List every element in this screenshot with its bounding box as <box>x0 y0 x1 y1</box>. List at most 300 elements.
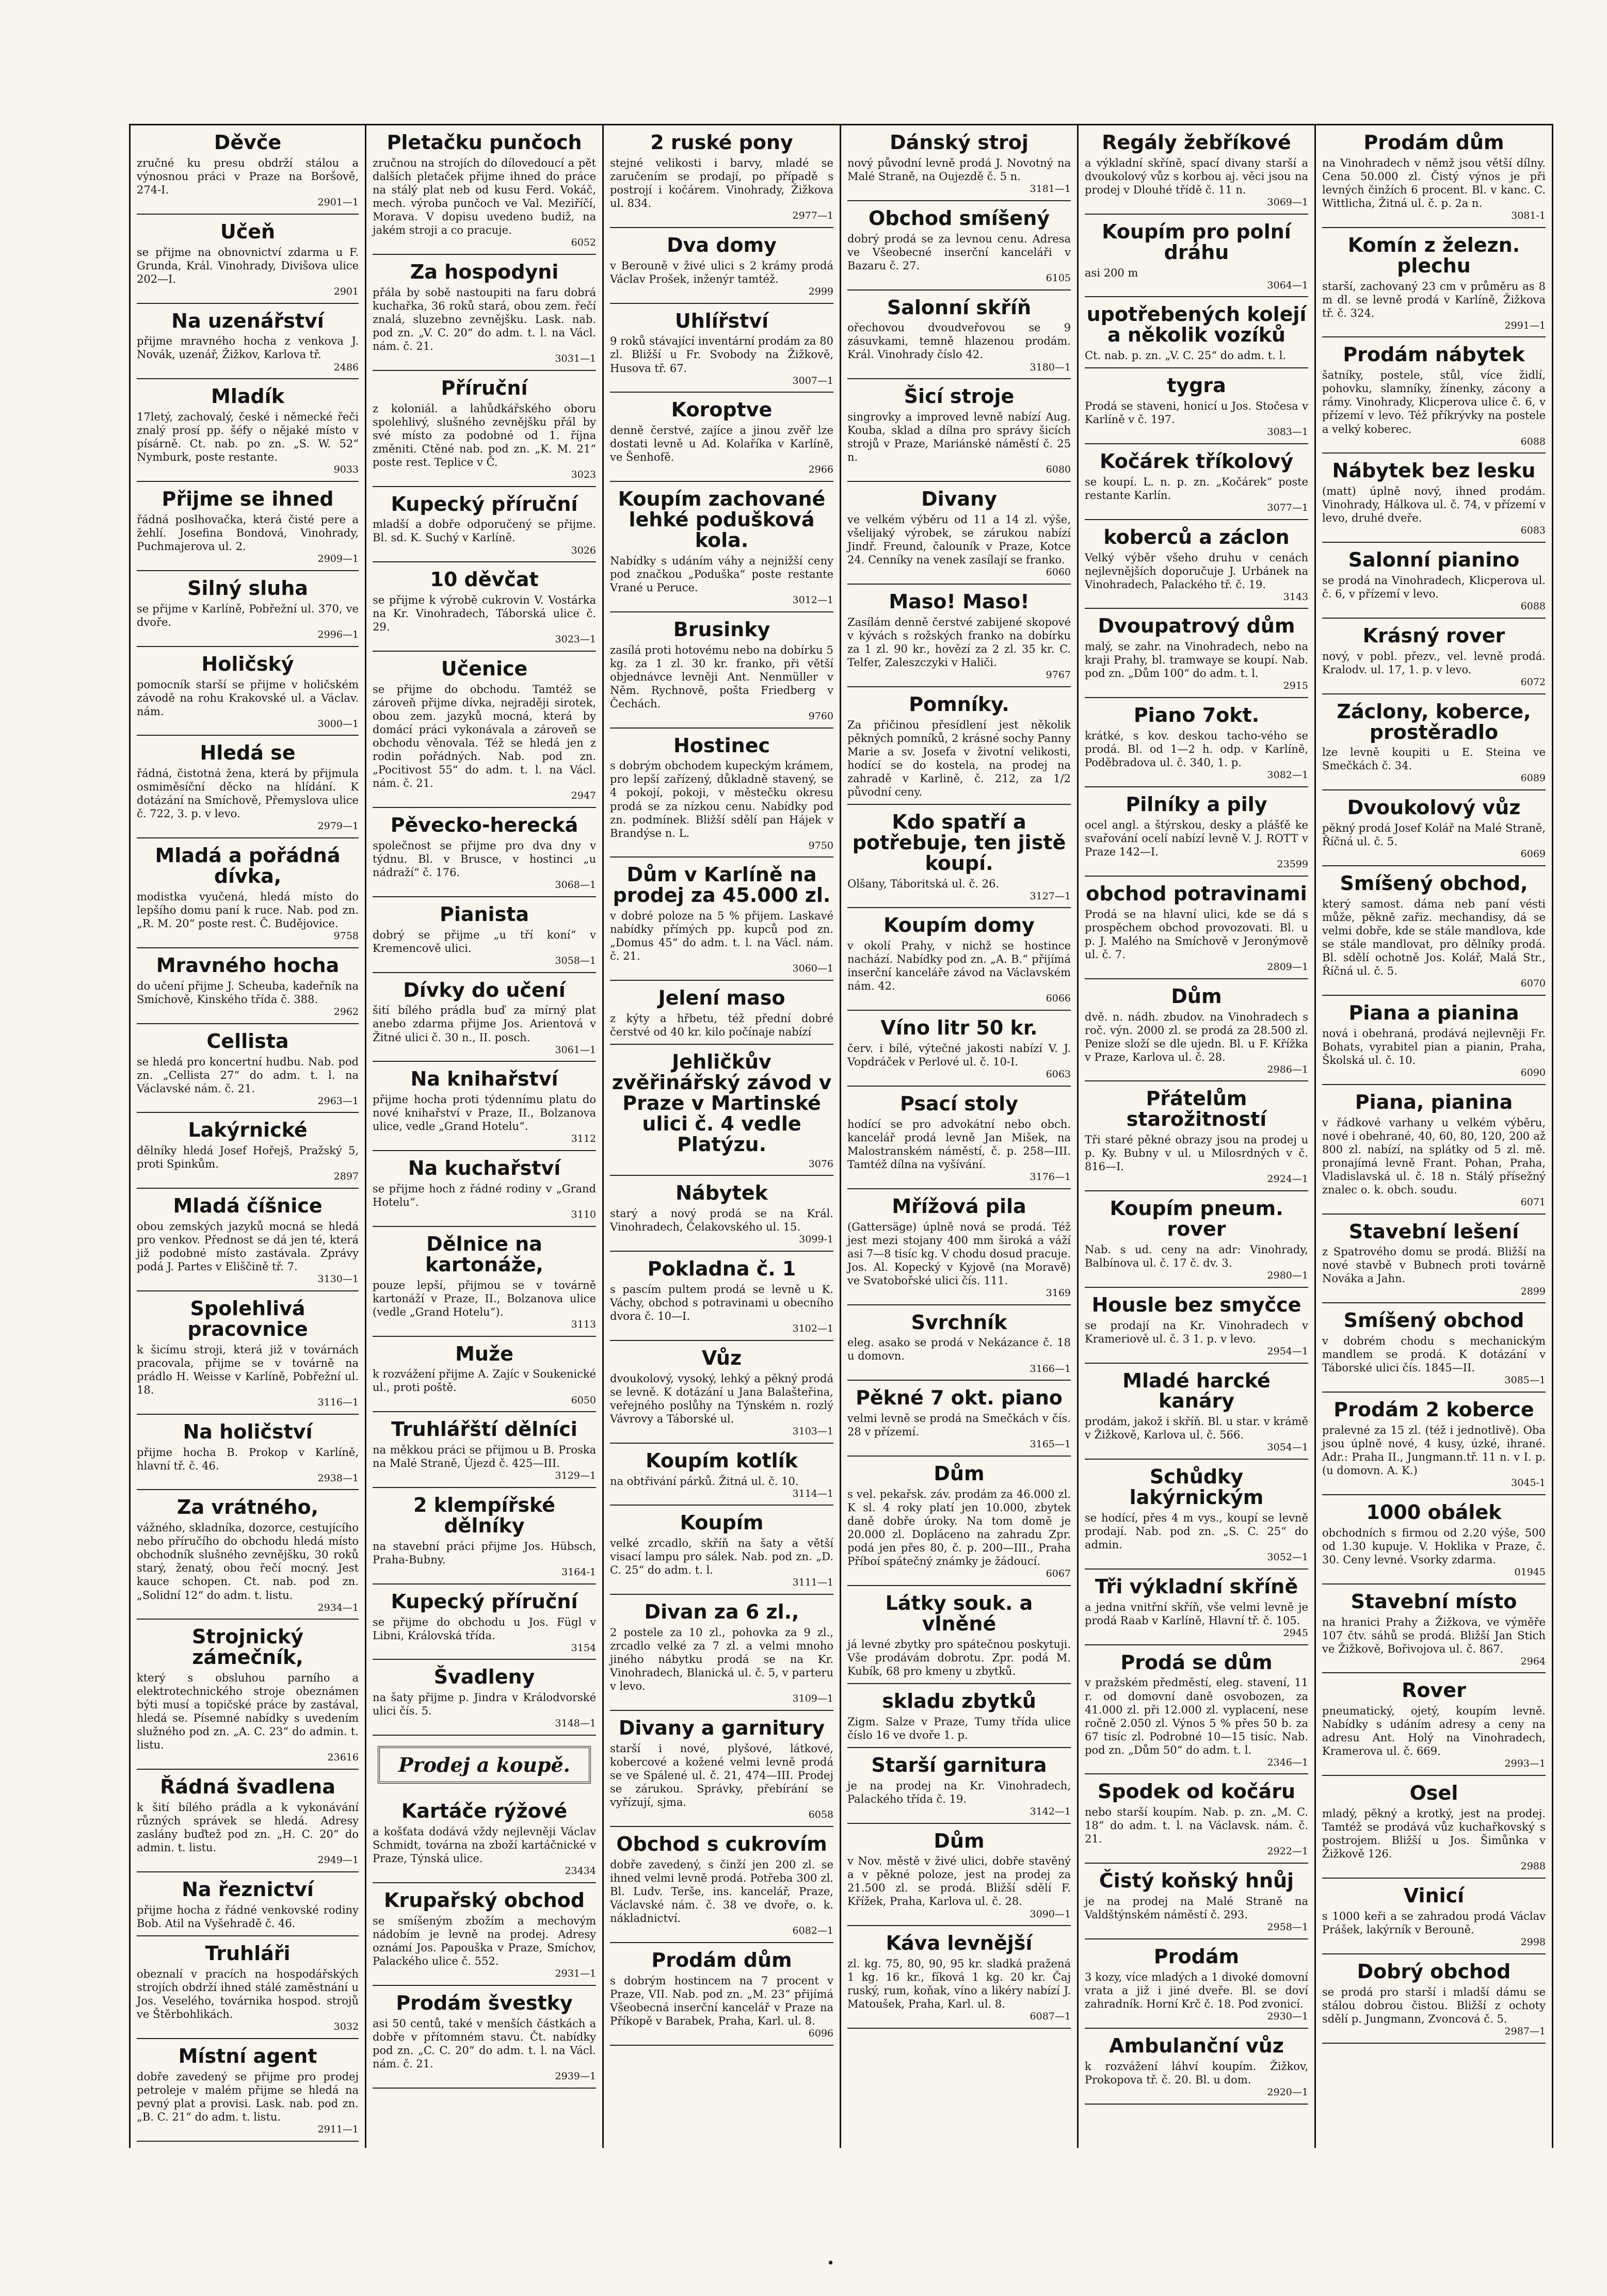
ad-title: Koroptve <box>671 398 773 422</box>
ad-text: eleg. asako se prodá v Nekázance č. 18 u domovn. <box>847 1336 1071 1363</box>
classified-ad <box>373 1794 596 1883</box>
ad-code: 2809—1 <box>1267 961 1308 973</box>
ad-text: modistka vyučená, hledá místo do lepšího domu paní k ruce. Nab. pod zn. „R. M. 20“ poste rest. Č. Budějovice. <box>137 891 359 930</box>
ad-text: se přijme k výrobě cukrovin V. Vostárka na Kr. Vinohradech, Táborská ulice č. 29. <box>373 594 596 634</box>
ad-title: Svrchník <box>911 1311 1007 1334</box>
ad-code: 3099-1 <box>799 1234 833 1246</box>
ad-title: Mřížová pila <box>892 1194 1026 1218</box>
ad-code: 3112 <box>571 1133 596 1145</box>
ad-title: Regály žebříkové <box>1102 131 1291 154</box>
ad-text: je na prodej na Kr. Vinohradech, Palackého třída č. 19. <box>847 1779 1071 1805</box>
classified-ad <box>137 647 359 736</box>
classified-ad <box>847 1011 1071 1087</box>
ad-title: Schůdky lakýrnickým <box>1129 1465 1264 1509</box>
ad-code: 2911—1 <box>317 2123 359 2135</box>
classified-ad <box>1322 1954 1546 2044</box>
ad-code: 6088 <box>1520 601 1546 612</box>
ad-title: Přátelům starožitností <box>1126 1087 1267 1131</box>
ad-code: 3127—1 <box>1030 890 1071 902</box>
ad-code: 3181—1 <box>1030 183 1071 195</box>
classified-ad <box>610 228 833 304</box>
classified-ad <box>373 808 596 897</box>
ad-title: Brusinky <box>673 618 770 641</box>
ad-text: s dobrým hostincem na 7 procent v Praze, VII. Nab. pod zn. „M. 23“ přijímá Všeobecná inserční kancelář v Praze na Příkopě v Barabek, Praha, Karl. ul. 8. <box>610 1974 833 2027</box>
classified-ad <box>137 482 359 571</box>
ad-text: dvoukolový, vysoký, lehký a pěkný prodá se levně. K dotázání u Jana Balašteřina, veřejného poslůhy na Týnském n. rozlý Vávrovy a Táborské ul. <box>610 1372 833 1425</box>
ad-code: 3165—1 <box>1030 1438 1071 1450</box>
ad-text: k rozvážení přijme A. Zajíc v Soukenické ul., proti poště. <box>373 1368 596 1394</box>
ad-title: Prodám švestky <box>396 1991 573 2014</box>
classified-ad <box>137 2039 359 2142</box>
classified-ad <box>1085 215 1308 298</box>
ad-text: šatníky, postele, stůl, více židlí, pohovku, slamníky, žínenky, zácony a rámy. Vinohrady, Klicperova ulice č. 6, v přízemí v levo. Též příkrývky na postele a velký koberec. <box>1322 369 1546 435</box>
ad-code: 3110 <box>571 1209 596 1221</box>
ad-title: Cellista <box>206 1029 289 1053</box>
classified-ad <box>847 482 1071 585</box>
ad-title: Za hospodyni <box>410 260 559 283</box>
classified-ad <box>137 125 359 215</box>
ad-code: 23616 <box>327 1752 359 1764</box>
ad-title: Pokladna č. 1 <box>647 1257 796 1281</box>
classified-ad <box>1322 1495 1546 1584</box>
classified-ad <box>137 379 359 482</box>
ad-title: Koupím <box>680 1511 764 1534</box>
ad-code: 2962 <box>333 1006 359 1017</box>
ad-code: 2954—1 <box>1267 1345 1308 1357</box>
ad-text: se hledá pro koncertní hudbu. Nab. pod zn. „Cellista 27“ do adm. t. l. na Václavské nám. č. 21. <box>137 1055 359 1095</box>
ad-title: Kdo spatří a potřebuje, ten jistě koupí. <box>852 810 1066 875</box>
ad-text: se prodá pro starší i mladší dámu se stálou dobrou čistou. Bližší z ochoty sdělí p. Jungmann, Zvoncová č. 5. <box>1322 1985 1546 2025</box>
ad-code: 3023 <box>571 468 596 480</box>
ad-code: 01945 <box>1514 1566 1546 1578</box>
ad-text: asi 200 m <box>1085 266 1138 279</box>
classified-ad <box>847 379 1071 482</box>
ad-code: 6071 <box>1520 1196 1546 1208</box>
ad-title: Koupím domy <box>883 914 1035 937</box>
ad-code: 2901 <box>333 285 359 297</box>
classified-ad <box>847 1087 1071 1189</box>
ad-text: starý a nový prodá se na Král. Vinohradech, Čelakovského ul. 15. <box>610 1207 833 1234</box>
ad-title: Komín z železn. plechu <box>1347 233 1520 277</box>
ad-code: 3129—1 <box>555 1470 596 1482</box>
ad-text: mladý, pěkný a krotký, jest na prodej. Tamtéž se prodává vůz kuchařkovský s postrojem. Bližší u Jos. Šimůnka v Žižkově 126. <box>1322 1807 1546 1861</box>
ad-title: Rover <box>1402 1679 1466 1702</box>
classified-ad <box>1085 520 1308 609</box>
classified-ad <box>1322 125 1546 228</box>
ad-code: 2988 <box>1520 1861 1546 1872</box>
ad-title: 2 klempířské dělníky <box>413 1494 555 1537</box>
classified-ad <box>610 1595 833 1711</box>
classified-ad <box>373 371 596 487</box>
classified-ad <box>1085 1288 1308 1364</box>
ad-text: Zigm. Salze v Praze, Tumy třída ulice číslo 16 ve dvoře 1. p. <box>847 1715 1071 1741</box>
classified-ad <box>373 1151 596 1227</box>
ad-text: je na prodej na Malé Straně na Valdštýnském náměstí č. 293. <box>1085 1895 1308 1921</box>
ad-title: Řádná švadlena <box>160 1775 335 1799</box>
ad-text: přijme hocha B. Prokop v Karlíně, hlavní tř. č. 46. <box>137 1446 359 1472</box>
ad-title: Prodám <box>1153 1945 1240 1968</box>
classified-ad <box>137 1936 359 2039</box>
ad-text: vážného, skladníka, dozorce, cestujícího nebo příručího do obchodu hledá místo obchodník slušného zevnějšku, 30 roků starý, ženatý, obou řečí mocný. Jest kauce schopen. Ct. nab. pod zn. „Solidní 12“ do adm. t. listu. <box>137 1522 359 1602</box>
ad-code: 2949—1 <box>317 1854 359 1866</box>
classified-ad <box>1322 1215 1546 1304</box>
classified-ad <box>137 1189 359 1291</box>
ad-code: 3103—1 <box>792 1425 833 1437</box>
ad-code: 2996—1 <box>317 628 359 640</box>
ad-title: Kočárek tříkolový <box>1099 449 1294 473</box>
ad-title: Starší garnitura <box>871 1753 1047 1776</box>
ad-code: 2963—1 <box>317 1095 359 1107</box>
ad-text: mladší a dobře odporučený se přijme. Bl. sd. K. Suchý v Karlíně. <box>373 518 596 544</box>
ad-text: pomocník starší se přijme v holičském závodě na rohu Krakovské ul. a Václav. nám. <box>137 678 359 718</box>
ad-title: obchod potravinami <box>1086 882 1307 905</box>
ad-text: nový, v pobl. přezv., vel. levně prodá. Kralodv. ul. 17, 1. p. v levo. <box>1322 650 1546 676</box>
ad-text: dvě. n. nádh. zbudov. na Vinohradech s roč. výn. 2000 zl. se prodá za 28.500 zl. Penize složí se dle ujedn. Bl. u F. Křížka v Praze, Karlova ul. č. 28. <box>1085 1010 1308 1063</box>
ad-title: Stavební lešení <box>1348 1220 1519 1243</box>
ad-code: 9033 <box>333 464 359 476</box>
ad-code: 3060—1 <box>792 963 833 975</box>
classified-ad <box>373 1986 596 2089</box>
classified-ad <box>847 908 1071 1011</box>
ad-title: Obchod smíšený <box>868 206 1050 230</box>
ads-column-6 <box>1316 125 1553 2148</box>
ad-title: Psací stoly <box>900 1092 1018 1115</box>
ad-code: 2920—1 <box>1267 2086 1308 2098</box>
ad-text: z koloniál. a lahůdkářského oboru spolehlivý, slušného zevnějšku přál by své místo za podobné od 1. října změniti. Ctěné nab. pod zn. „K. M. 21“ poste rest. Teplice v Č. <box>373 402 596 468</box>
ad-text: do učení přijme J. Scheuba, kadeřník na Smíchově, Kinského třída č. 388. <box>137 979 359 1006</box>
ad-code: 6069 <box>1520 848 1546 860</box>
ad-code: 3077—1 <box>1267 502 1308 513</box>
ad-text: v Berouně v živé ulici s 2 krámy prodá Václav Prošek, inženýr tamtéž. <box>610 259 833 285</box>
ad-title: Nábytek <box>676 1182 768 1205</box>
ad-text: denně čerstvé, zajíce a jinou zvěř lze dostati levně u Ad. Kolaříka v Karlíně, ve Šenhofě. <box>610 424 833 464</box>
ad-code: 23599 <box>1277 859 1308 870</box>
ad-title: Učeň <box>220 220 276 243</box>
ad-text: zručné ku presu obdrží stálou a výnosnou práci v Praze na Boršově, 274-I. <box>137 156 359 196</box>
ad-title: Na kuchařství <box>408 1157 561 1180</box>
ad-code: 6050 <box>571 1394 596 1406</box>
classified-ad <box>373 1488 596 1584</box>
ad-text: se prodají na Kr. Vinohradech v Krameriově ul. č. 3 1. p. v levo. <box>1085 1319 1308 1345</box>
classified-ad <box>373 973 596 1062</box>
ad-code: 9767 <box>1046 669 1071 681</box>
classified-ad <box>137 304 359 380</box>
classified-ad <box>1085 125 1308 215</box>
classified-ad <box>610 304 833 393</box>
ad-text: v dobré poloze na 5 % přijem. Laskavé nabídky přímých pp. kupců pod zn. „Domus 45“ do adm. t. l. na Václ. nám. č. 21. <box>610 910 833 963</box>
ad-code: 6052 <box>571 237 596 249</box>
ad-code: 6089 <box>1520 772 1546 784</box>
ad-title: Pěvecko-herecká <box>390 814 578 837</box>
ad-text: malý, se zahr. na Vinohradech, nebo na kraji Prahy, bl. tramwaye se koupí. Nab. pod zn. „Dům 100“ do adm. t. l. <box>1085 640 1308 680</box>
ad-text: zasílá proti hotovému nebo na dobírku 5 kg. za 1 zl. 30 kr. franko, při větší objednávce levněji Ant. Nenmüller v Něm. Rychnově, pošta Friedberg v Čechách. <box>610 643 833 710</box>
ad-text: v okolí Prahy, v nichž se hostince nachází. Nabídky pod zn. „A. B.“ přijímá inserční kanceláře závod na Václavském nám. 42. <box>847 940 1071 993</box>
classified-ad <box>1085 787 1308 877</box>
ad-code: 3180—1 <box>1030 361 1071 373</box>
ad-code: 9750 <box>808 839 833 851</box>
ad-code: 3054—1 <box>1267 1442 1308 1453</box>
ad-code: 2964 <box>1520 1655 1546 1667</box>
ad-code: 3064—1 <box>1267 279 1308 291</box>
ad-text: singrovky a improved levně nabízí Aug. Kouba, sklad a dílna pro správy šicích strojů v Praze, Mariánské náměstí č. 25 n. <box>847 411 1071 464</box>
ad-title: Přijme se ihned <box>162 488 334 511</box>
ad-title: Maso! Maso! <box>889 590 1030 613</box>
ad-text: červ. i bílé, výtečné jakosti nabízí V. J. Vopdráček v Perlové ul. č. 10-I. <box>847 1042 1071 1069</box>
classified-ad <box>1322 1584 1546 1674</box>
ad-title: 10 děvčat <box>430 568 539 591</box>
classified-ad <box>1085 877 1308 979</box>
ad-text: v pražském předměstí, eleg. stavení, 11 r. od domovní daně osvobozen, za 41.000 zl. při 12.000 zl. vyplacení, nese ročně 2.050 zl. Výnos 5 % přes 50 b. za 67 tisíc zl. Podrobné 10—15 tisíc. Nab. pod zn. „Dům 50“ do adm. t. l. <box>1085 1676 1308 1756</box>
ad-title: Piana a pianina <box>1348 1001 1519 1024</box>
ad-text: ve velkém výběru od 11 a 14 zl. výše, všelijaký výrobek, se zárukou nabízí Jindř. Freund, čalouník v Praze, Kotce 24. Cenníky na venek zasílají se franko. <box>847 513 1071 567</box>
ad-code: 3068—1 <box>555 879 596 891</box>
ad-title: skladu zbytků <box>882 1689 1036 1712</box>
classified-ad <box>847 125 1071 201</box>
ad-code: 3111—1 <box>792 1577 833 1589</box>
ads-column-3 <box>604 125 841 2148</box>
ad-title: Dělnice na kartonáže, <box>425 1232 543 1276</box>
classified-ad <box>610 858 833 981</box>
ad-text: se koupí. L. n. p. zn. „Kočárek“ poste restante Karlín. <box>1085 475 1308 502</box>
ad-code: 2998 <box>1520 1936 1546 1948</box>
ad-title: Dvoukolový vůz <box>1347 796 1521 819</box>
ad-text: prodám, jakož i skříň. Bl. u star. v krámě v Žižkově, Karlova ul. č. 566. <box>1085 1415 1308 1442</box>
classified-ad <box>1322 694 1546 791</box>
ad-code: 6080 <box>1046 464 1071 476</box>
ad-text: se přijme v Karlíně, Pobřežní ul. 370, ve dvoře. <box>137 602 359 628</box>
ad-title: Vůz <box>701 1346 742 1369</box>
ad-code: 2346—1 <box>1267 1756 1308 1768</box>
classified-ad <box>373 652 596 808</box>
classified-ad <box>1322 790 1546 866</box>
classified-ad <box>1085 368 1308 444</box>
ad-code: 2915 <box>1283 680 1308 692</box>
ad-code: 3023—1 <box>555 634 596 645</box>
ad-text: nebo starší koupím. Nab. p. zn. „M. C. 18“ do adm. t. l. na Václavsk. nám. č. 21. <box>1085 1806 1308 1846</box>
ad-code: 3164-1 <box>561 1566 596 1578</box>
ads-column-4 <box>841 125 1079 2148</box>
ad-text: a jedna vnitřní skříň, vše velmi levně je prodá Raab v Karlíně, Hlavní tř. č. 105. <box>1085 1600 1308 1627</box>
ad-text: zručnou na strojích do dílovedoucí a pět dalších pletaček přijme ihned do práce na stálý plat neb od kusu Ferd. Vokáč, mech. výroba punčoch ve Val. Meziříčí, Morava. V dopisu uvedeno budiž, na jakém stroji a co pracuje. <box>373 156 596 237</box>
ad-text: na měkkou práci se přijmou u B. Proska na Malé Straně, Újezd č. 425—III. <box>373 1444 596 1470</box>
ad-title: Na uzenářství <box>171 309 324 332</box>
ad-code: 3045-1 <box>1511 1477 1546 1489</box>
ad-code: 3058—1 <box>555 955 596 966</box>
ad-code: 3076 <box>808 1158 833 1170</box>
ad-title: Dobrý obchod <box>1357 1960 1511 1983</box>
ad-title: Salonní skříň <box>887 296 1032 319</box>
ad-title: Spolehlivá pracovnice <box>187 1297 308 1340</box>
classified-ad <box>137 948 359 1024</box>
ad-text: ořechovou dvoudveřovou se 9 zásuvkami, temně hlazenou prodám. Král. Vinohrady číslo 42. <box>847 321 1071 361</box>
ad-code: 6063 <box>1046 1069 1071 1080</box>
ad-title: Smíšený obchod, <box>1340 872 1528 895</box>
ad-title: Tři výkladní skříně <box>1095 1575 1298 1598</box>
ad-code: 2987—1 <box>1504 2025 1546 2037</box>
classified-ad <box>1322 454 1546 543</box>
ad-text: pralevné za 15 zl. (též i jednotlivě). Oba jsou úplně nové, 4 kusy, úzké, ihrané. Adr.: Praha II., Jungmann.tř. 11 n. v I. p. (u domovn. A. K.) <box>1322 1424 1546 1477</box>
ad-code: 3176—1 <box>1030 1171 1071 1183</box>
classified-ad <box>610 1943 833 2046</box>
ad-text: přála by sobě nastoupiti na faru dobrá kuchařka, 36 roků stará, obou zem. řečí znalá, sluzebno zevnějšku. Lask. nab. pod zn. „V. C. 20“ do adm. t. l. na Václ. nám. č. 21. <box>373 286 596 352</box>
classified-ad <box>1322 1879 1546 1954</box>
ad-title: Jehličkův zvěřinářský závod v Praze v Martinské ulici č. 4 vedle Platýzu. <box>612 1050 832 1156</box>
classified-ad <box>373 1660 596 1736</box>
ad-title: Koupím zachované lehké podušková kola. <box>618 488 826 552</box>
classified-ad <box>137 838 359 948</box>
ad-title: 2 ruské pony <box>650 131 793 154</box>
classified-ad <box>610 1176 833 1252</box>
classified-ad <box>847 1926 1071 2029</box>
ad-text: obeznalí v pracích na hospodářských strojích obdrží ihned stálé zaměstnání u Jos. Veselého, továrnika hospod. strojů ve Štěrbohlikách. <box>137 1967 359 2020</box>
ad-code: 2899 <box>1520 1285 1546 1297</box>
ad-code: 6072 <box>1520 676 1546 688</box>
classified-ad <box>373 1062 596 1151</box>
ad-text: 2 postele za 10 zl., pohovka za 9 zl., zrcadlo velké za 7 zl. a velmi mnoho jiného nábytku prodá se na Kr. Vinohradech, Blanická ul. č. 5, v parteru v levo. <box>610 1626 833 1693</box>
ad-title: upotřebených kolejí a několik vozíků <box>1086 303 1307 347</box>
ad-text: asi 50 centů, také v menších částkách a dobře v přítomném stavu. Čt. nabídky pod zn. „C. C. 20“ do adm. t. l. na Václ. nám. č. 21. <box>373 2017 596 2070</box>
ad-text: (Gattersäge) úplně nová se prodá. Též jest mezi stojany 400 mm široká a váží asi 7—8 tisíc kg. V chodu dosud pracuje. Jos. Al. Kopecký v Kyjově (na Moravě) ve Svatobořské ulici čís. 111. <box>847 1220 1071 1287</box>
ad-title: Mladá číšnice <box>173 1194 323 1218</box>
ad-title: Dva domy <box>667 233 777 256</box>
ad-title: Krupařský obchod <box>384 1888 585 1912</box>
ad-text: se prodá na Vinohradech, Klicperova ul. č. 6, v přízemí v levo. <box>1322 574 1546 601</box>
ad-code: 3130—1 <box>317 1273 359 1285</box>
classified-ad <box>373 1883 596 1986</box>
ad-title: Pěkné 7 okt. piano <box>856 1386 1063 1410</box>
ad-code: 3113 <box>571 1318 596 1330</box>
ad-title: Na řeznictví <box>182 1878 314 1901</box>
ads-column-5 <box>1079 125 1316 2148</box>
ad-code: 2930—1 <box>1267 2010 1308 2022</box>
ad-text: Nab. s ud. ceny na adr: Vinohrady, Balbínova ul. č. 17 č. dv. 3. <box>1085 1243 1308 1269</box>
ad-code: 3032 <box>333 2020 359 2032</box>
classified-ad <box>1322 1393 1546 1495</box>
ad-title: Pilníky a pily <box>1126 793 1267 816</box>
ad-text: s pascím pultem prodá se levně u K. Váchy, obchod s potravinami u obecního dvora č. 10—I. <box>610 1283 833 1323</box>
ad-text: k šicímu stroji, která již v továrnách pracovala, přijme se v továrně na prádlo H. Weisse v Karlíně, Pobřežní ul. 18. <box>137 1343 359 1396</box>
ad-title: Truhlářští dělníci <box>391 1418 577 1441</box>
classified-ad <box>1322 996 1546 1085</box>
ad-text: dobře zavedený, s činží jen 200 zl. se ihned velmi levně prodá. Potřeba 300 zl. Bl. Ludv. Terše, ins. kancelář, Praze, Václavské nám. č. 38 ve dvoře, o. k. nákladnictví. <box>610 1858 833 1925</box>
ad-text: na Vinohradech v němž jsou větší dílny. Cena 50.000 zl. Čistý výnos je při levných činžích 6 procent. Bl. v kanc. C. Wittlicha, Žitná ul. č. p. 2a n. <box>1322 156 1546 209</box>
classified-ad <box>137 571 359 647</box>
classified-ad <box>847 585 1071 687</box>
ad-title: Mladé harcké kanáry <box>1122 1369 1271 1413</box>
ad-code: 3081-1 <box>1511 210 1546 222</box>
ad-text: Nabídky s udáním váhy a nejnižší ceny pod značkou „Poduška“ poste restante Vrané u Peruce. <box>610 554 833 594</box>
ad-text: s dobrým obchodem kupeckým krámem, pro lepší zařízený, důkladně stavený, se 4 pokojí, pokoji, v městečku okresu prodá se za nízkou cenu. Nabídky pod zn. podmínek. Bližší sdělí pan Hájek v Brandýse n. L. <box>610 759 833 839</box>
classified-ad <box>1085 1864 1308 1939</box>
ad-code: 3114—1 <box>792 1487 833 1499</box>
ad-code: 2909—1 <box>317 553 359 565</box>
ad-code: 3090—1 <box>1030 1908 1071 1920</box>
classified-ad <box>1322 619 1546 694</box>
ad-title: Lakýrnické <box>188 1119 308 1142</box>
ad-text: krátké, s kov. deskou tacho-vého se prodá. Bl. od 1—2 h. odp. v Karlíně, Poděbradova ul. č. 340, 1. p. <box>1085 730 1308 769</box>
ad-title: Jelení maso <box>658 987 785 1010</box>
classified-ad <box>373 1337 596 1413</box>
ad-code: 3142—1 <box>1030 1805 1071 1817</box>
ad-text: nová i obehraná, prodává nejlevněji Fr. Bohats, vyrabitel pian a pianin, Praha, Školská ul. č. 10. <box>1322 1027 1546 1066</box>
ad-code: 2901—1 <box>317 196 359 208</box>
ad-title: Kupecký příruční <box>391 492 578 515</box>
classified-ad <box>610 612 833 729</box>
ad-text: Tři staré pěkné obrazy jsou na prodej u p. Ky. Bubny v ul. u Milosrdných v č. 816—I. <box>1085 1134 1308 1173</box>
ad-title: Osel <box>1409 1782 1458 1805</box>
ad-text: se přijme do obchodu u Jos. Fügl v Libni, Královská třída. <box>373 1615 596 1642</box>
ad-title: Silný sluha <box>187 576 308 600</box>
ad-text: Prodá se na hlavní ulici, kde se dá s prospěchem obchod provozovati. Bl. u p. J. Malého na Smíchově v Jeronýmově ul. č. 7. <box>1085 908 1308 961</box>
classified-ad <box>1085 1081 1308 1191</box>
ad-title: Místní agent <box>178 2044 317 2067</box>
ad-code: 2991—1 <box>1504 319 1546 331</box>
ad-title: Piana, pianina <box>1355 1090 1513 1113</box>
ad-text: stejné velikosti i barvy, mladé se zaručením se prodají, po případě s postrojí i kočárem. Vinohrady, Žižkova ul. 834. <box>610 156 833 209</box>
classified-ad <box>373 1412 596 1488</box>
ad-code: 3102—1 <box>792 1323 833 1335</box>
ad-text: pěkný prodá Josef Kolář na Malé Straně, Říčná ul. č. 5. <box>1322 822 1546 848</box>
classified-ad <box>610 1252 833 1341</box>
classified-ad <box>1085 1191 1308 1288</box>
ad-text: k rozvážení láhví koupím. Žižkov, Prokopova tř. č. 20. Bl. u dom. <box>1085 2060 1308 2086</box>
classified-ad <box>1322 1673 1546 1776</box>
ad-title: Koupím pneum. rover <box>1110 1197 1283 1241</box>
ad-title: Káva levnější <box>886 1932 1033 1955</box>
ad-text: s 1000 keři a se zahradou prodá Václav Prášek, lakýrník v Berouně. <box>1322 1910 1546 1936</box>
ad-title: Nábytek bez lesku <box>1332 459 1536 482</box>
classified-ad <box>610 1341 833 1444</box>
ad-code: 3007—1 <box>792 375 833 386</box>
classified-ad <box>137 1620 359 1770</box>
ad-code: 2939—1 <box>555 2070 596 2082</box>
ad-code: 6096 <box>808 2027 833 2039</box>
ad-title: Prodám dům <box>651 1948 792 1971</box>
ad-text: s vel. pekařsk. záv. prodám za 46.000 zl. K sl. 4 roky platí jen 10.000, zbytek daně dobře úroky. Na tom domě je 20.000 zl. Dopláceno na zahradu Zpr. podá jen přes 80, č. p. 200—III., Praha Příboí spátečný známky je žádoucí. <box>847 1487 1071 1568</box>
ad-code: 2947 <box>571 790 596 802</box>
classified-ad <box>373 255 596 371</box>
ad-text: se přijme hoch z řádné rodiny v „Grand Hotelu“. <box>373 1183 596 1209</box>
ad-code: 3109—1 <box>792 1693 833 1705</box>
ad-code: 2977—1 <box>792 210 833 222</box>
ad-title: Holičský <box>201 652 294 675</box>
ad-title: Spodek od kočáru <box>1097 1780 1295 1803</box>
classified-ad <box>137 1490 359 1620</box>
ad-text: hodící se pro advokátní nebo obch. kancelář prodá levně Jan Mišek, na Malostranském náměstí, č. p. 258—III. Tamtéž dílna na vyšívání. <box>847 1118 1071 1171</box>
ad-title: Na knihařství <box>410 1068 558 1091</box>
ad-code: 2979—1 <box>317 820 359 832</box>
ad-title: Obchod s cukrovím <box>616 1832 827 1855</box>
ad-code: 2931—1 <box>555 1967 596 1979</box>
ad-code: 6067 <box>1046 1568 1071 1580</box>
ad-text: který samost. dáma neb paní vésti může, pěkně zařiz. mechandisy, dá se velmi dobře, kde se stále mandlova, kde se stále mandlovat, pro dělníky prodá. Bl. sdělí ochotně Jos. Kolář, Malá Str., Říčná ul. č. 5. <box>1322 897 1546 978</box>
ad-title: Divany a garnitury <box>618 1717 825 1739</box>
ad-code: 6090 <box>1520 1066 1546 1078</box>
classified-ad <box>373 125 596 255</box>
classified-ad <box>1322 866 1546 996</box>
ad-code: 2897 <box>333 1171 359 1183</box>
ad-text: se hodící, přes 4 m vys., koupí se levně prodají. Nab. pod zn. „S. C. 25“ do admin. <box>1085 1511 1308 1551</box>
classified-ad <box>1085 1364 1308 1460</box>
classified-ad <box>847 1684 1071 1748</box>
ad-text: a košťata dodává vždy nejlevněji Václav Schmidt, továrna na zboží kartáčnické v Praze, Týnská ulice. <box>373 1825 596 1865</box>
classified-ad <box>847 1381 1071 1457</box>
ad-text: Prodá se staveni, honicí u Jos. Stočesa v Karlíně v č. 197. <box>1085 400 1308 426</box>
ad-text: 3 kozy, více mladých a 1 divoké domovní vrata a již i jiné dveře. Bl. se doví zahradník. Horní Krč č. 18. Pod zvonicí. <box>1085 1970 1308 2010</box>
ad-text: lze levně koupiti u E. Steina ve Smečkách č. 34. <box>1322 746 1546 772</box>
classified-ad <box>137 1024 359 1113</box>
classified-ad <box>847 687 1071 805</box>
